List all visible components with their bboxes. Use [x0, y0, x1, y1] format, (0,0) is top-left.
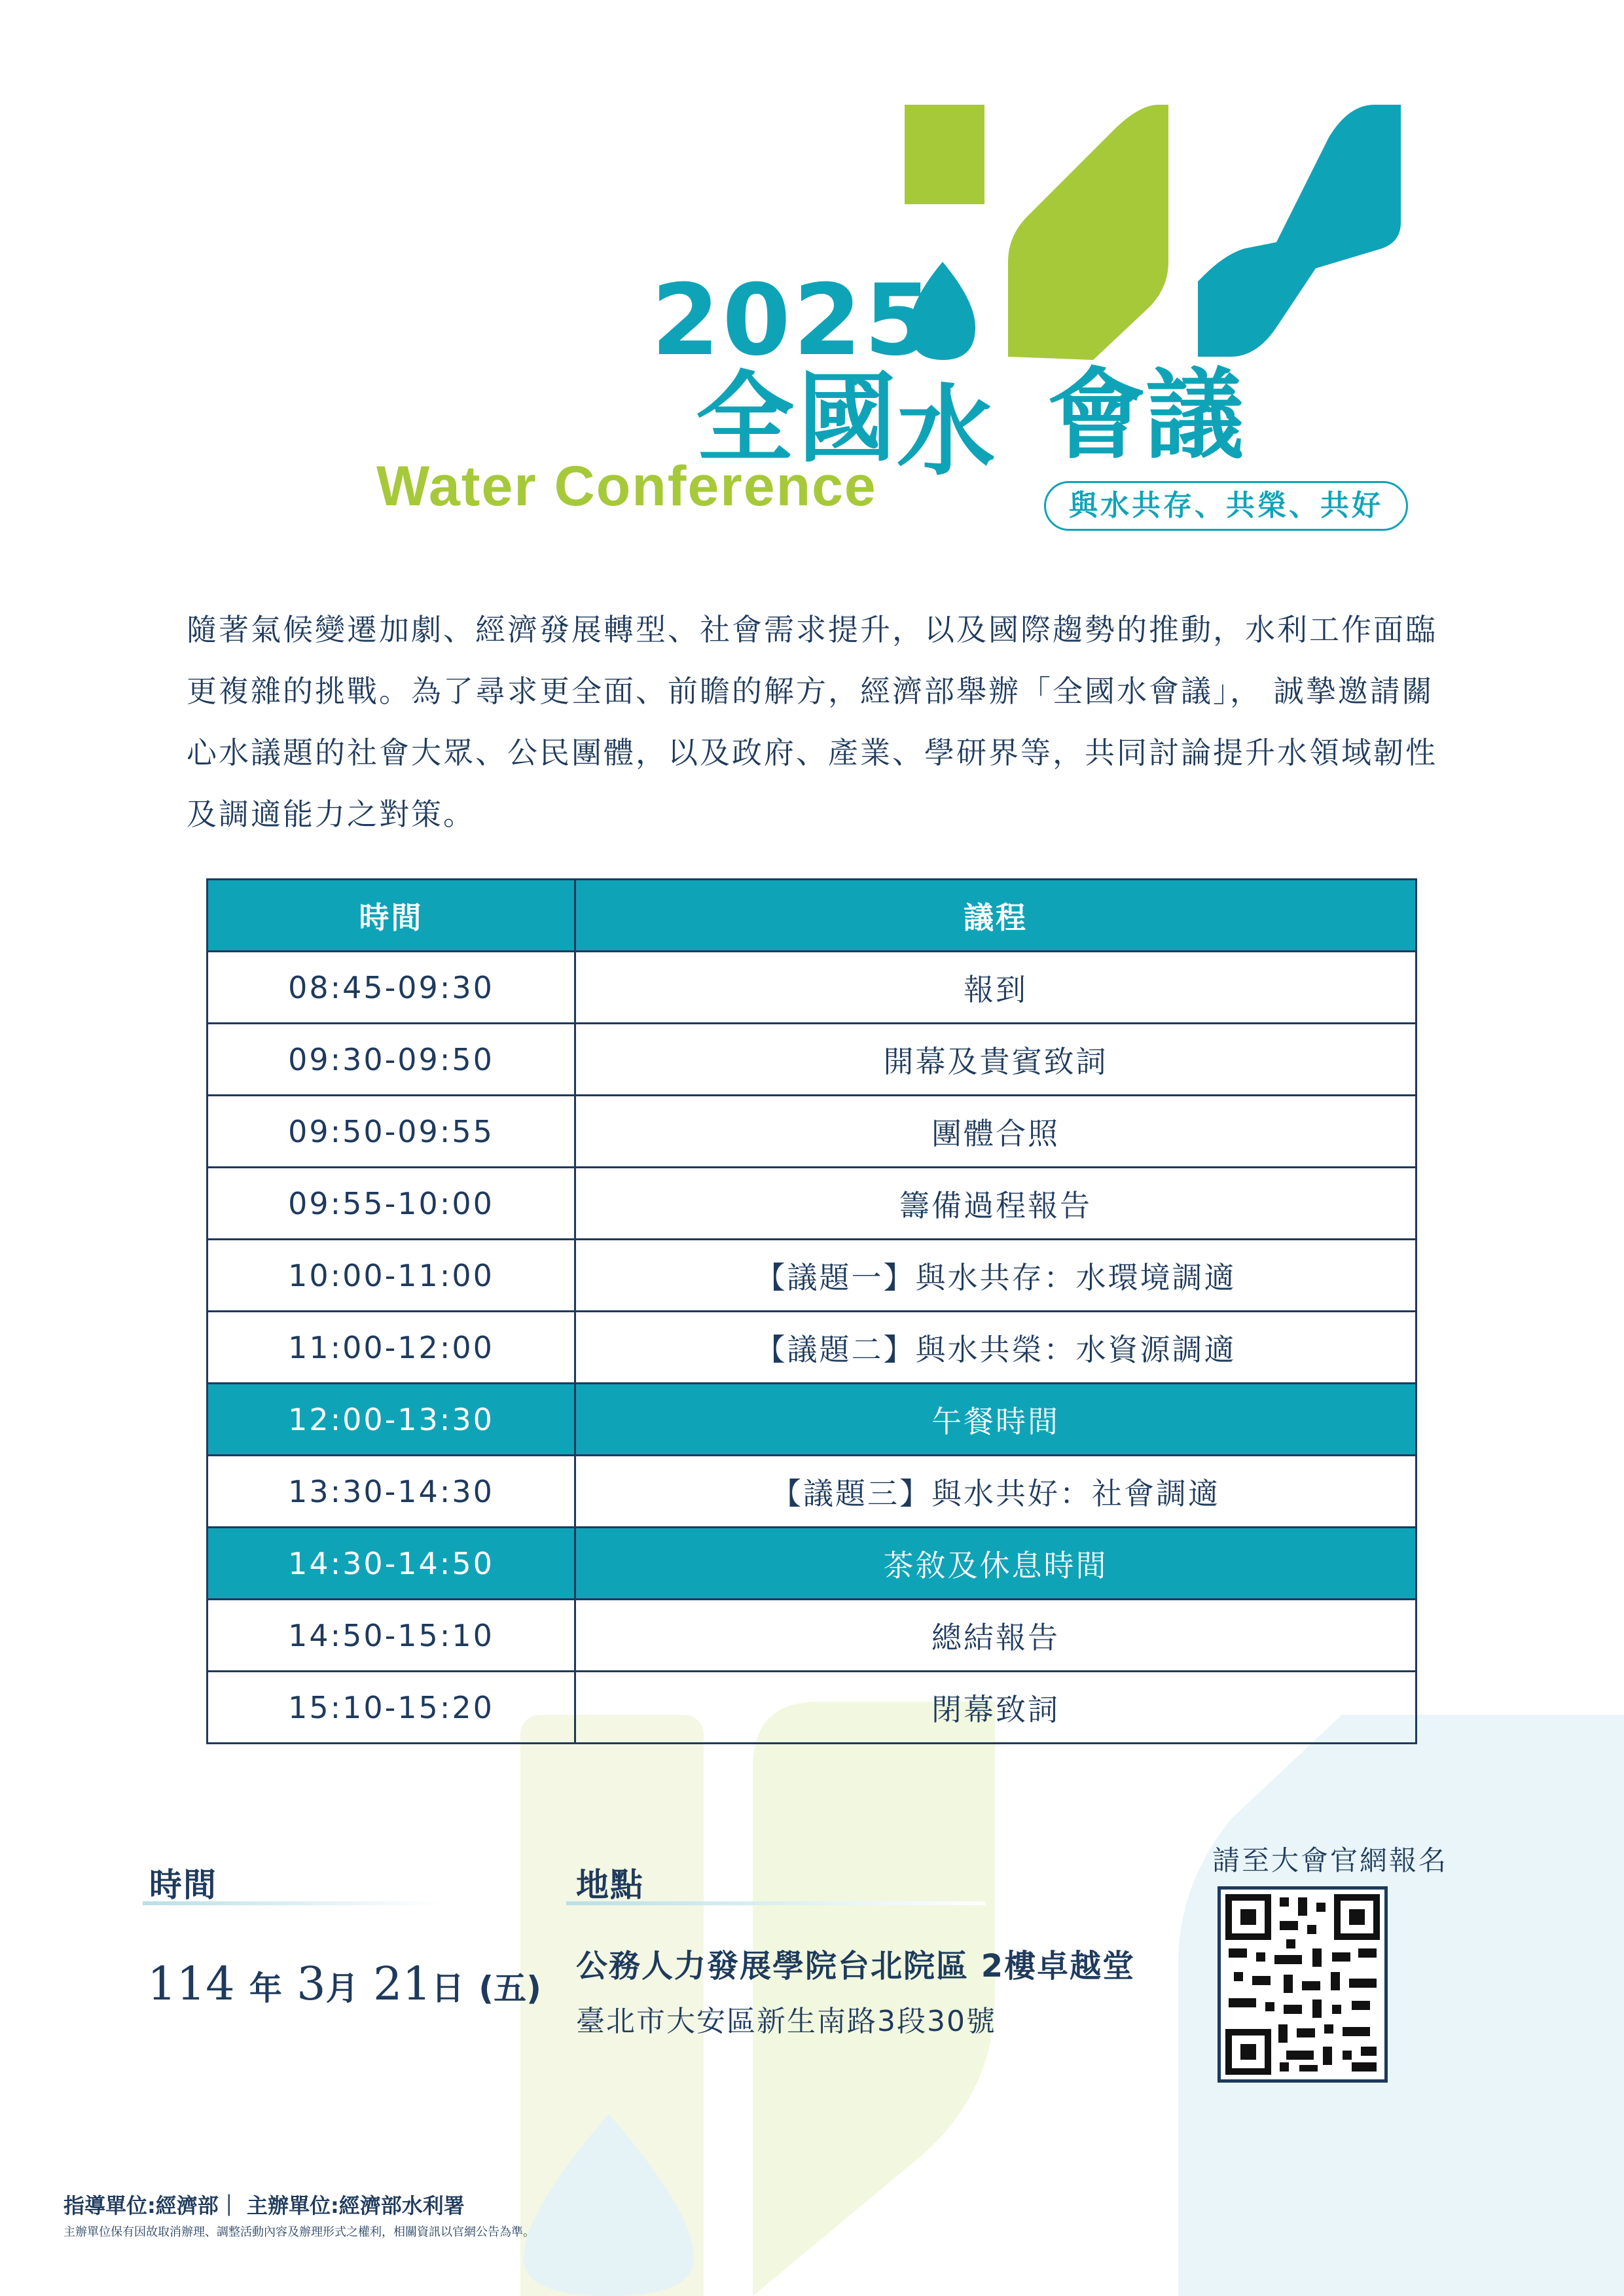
agenda-item: 報到: [575, 952, 1416, 1024]
agenda-item: 【議題二】與水共榮：水資源調適: [575, 1312, 1416, 1384]
agenda-time: 09:55-10:00: [208, 1168, 575, 1240]
event-date: [147, 1957, 541, 2011]
date-year-unit: 年: [249, 1969, 282, 2007]
venue-name: 公務人力發展學院台北院區 2樓卓越堂: [576, 1948, 1136, 1984]
agenda-header-item: 議程: [575, 880, 1416, 952]
conference-year: 2025: [651, 264, 935, 378]
agenda-time: 10:00-11:00: [208, 1240, 575, 1312]
table-row: [208, 1672, 1416, 1744]
agenda-item: 籌備過程報告: [575, 1168, 1416, 1240]
date-year: 114: [147, 1957, 235, 2011]
agenda-item: 午餐時間: [575, 1384, 1416, 1456]
title-conference: 會議: [1047, 359, 1244, 473]
agenda-item: 團體合照: [575, 1096, 1416, 1168]
agenda-item: 【議題一】與水共存：水環境調適: [575, 1240, 1416, 1312]
registration-qr-code[interactable]: [1218, 1886, 1388, 2083]
place-label: 地點: [576, 1866, 644, 1904]
agenda-item: 閉幕致詞: [575, 1672, 1416, 1744]
title-water: 水: [897, 375, 996, 489]
agenda-item: 總結報告: [575, 1600, 1416, 1672]
agenda-header-time: 時間: [208, 880, 575, 952]
agenda-item: 開幕及貴賓致詞: [575, 1024, 1416, 1096]
agenda-header-row: [208, 880, 1416, 952]
agenda-table: [206, 878, 1417, 1744]
agenda-item: 茶敘及休息時間: [575, 1528, 1416, 1600]
title-english: Water Conference: [376, 455, 877, 518]
table-row: [208, 1600, 1416, 1672]
agenda-time: 09:30-09:50: [208, 1024, 575, 1096]
registration-label: 請至大會官網報名: [1212, 1844, 1449, 1876]
table-row: [208, 1096, 1416, 1168]
table-row: [208, 1456, 1416, 1528]
agenda-time: 11:00-12:00: [208, 1312, 575, 1384]
logo-green-slash: [1008, 105, 1168, 360]
table-row-highlight: [208, 1384, 1416, 1456]
date-month-unit: 月: [325, 1969, 359, 2007]
agenda-time: 08:45-09:30: [208, 952, 575, 1024]
table-row: [208, 1312, 1416, 1384]
qr-code-icon: [1221, 1890, 1384, 2079]
agenda-time: 14:50-15:10: [208, 1600, 575, 1672]
conference-logo-mark: [897, 98, 1407, 373]
table-row: [208, 952, 1416, 1024]
agenda-time: 12:00-13:30: [208, 1384, 575, 1456]
table-row-highlight: [208, 1528, 1416, 1600]
date-day: 21: [372, 1957, 432, 2011]
table-row: [208, 1024, 1416, 1096]
logo-teal-slash: [1198, 105, 1401, 357]
organizers-line: 指導單位:經濟部｜ 主辦單位:經濟部水利署: [63, 2193, 465, 2218]
disclaimer-note: 主辦單位保有因故取消辦理、調整活動內容及辦理形式之權利，相關資訊以官網公告為準。: [63, 2225, 535, 2239]
agenda-time: 14:30-14:50: [208, 1528, 575, 1600]
agenda-item: 【議題三】與水共好：社會調適: [575, 1456, 1416, 1528]
slogan-badge: 與水共存、共榮、共好: [1044, 481, 1408, 531]
intro-paragraph: 隨著氣候變遷加劇、經濟發展轉型、社會需求提升，以及國際趨勢的推動，水利工作面臨更複雜的挑戰。為了尋求更全面、前瞻的解方，經濟部舉辦「全國水會議」， 誠摯邀請關心水議題的社會大眾、公民團體，以及政府、產業、學研界等，共同討論提升水領域韌性及調適能力之對策。: [187, 612, 1437, 832]
logo-green-square: [905, 105, 984, 204]
table-row: [208, 1240, 1416, 1312]
date-day-unit: 日: [431, 1969, 465, 2007]
title-national: 全國: [696, 362, 901, 476]
date-month: 3: [297, 1957, 326, 2011]
venue-address: 臺北市大安區新生南路3段30號: [576, 2005, 996, 2038]
agenda-time: 09:50-09:55: [208, 1096, 575, 1168]
table-row: [208, 1168, 1416, 1240]
agenda-time: 15:10-15:20: [208, 1672, 575, 1744]
agenda-time: 13:30-14:30: [208, 1456, 575, 1528]
date-weekday: (五): [478, 1969, 541, 2007]
time-label: 時間: [149, 1866, 217, 1904]
